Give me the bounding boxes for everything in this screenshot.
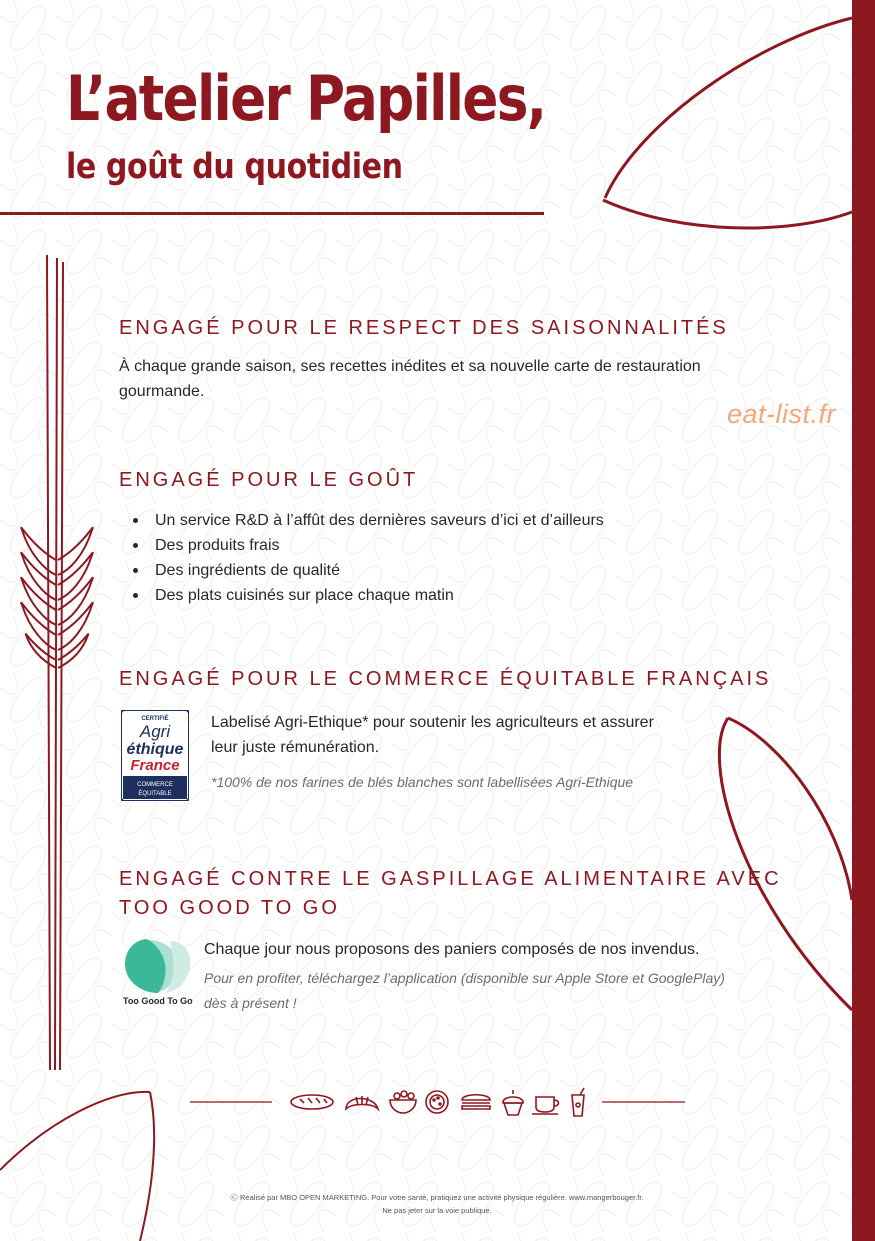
footer-legal-line1: Ⓒ Réalisé par MBO OPEN MARKETING. Pour votre santé, pratiquez une activité physique régulière. www.mangerbouger.fr. <box>230 1193 644 1202</box>
right-edge-bar <box>852 0 875 1241</box>
gaspillage-note-line2: dès à présent ! <box>204 995 297 1011</box>
page-subtitle: le goût du quotidien <box>66 147 403 187</box>
badge-france: France <box>130 757 180 774</box>
list-item: Des plats cuisinés sur place chaque matin <box>133 583 604 608</box>
list-item: Des ingrédients de qualité <box>133 558 604 583</box>
section-heading-equitable: ENGAGÉ POUR LE COMMERCE ÉQUITABLE FRANÇAIS <box>119 668 772 690</box>
saisons-text-line2: gourmande. <box>119 383 205 400</box>
sandwich-icon <box>462 1095 490 1109</box>
too-good-to-go-label: Too Good To Go <box>123 996 193 1006</box>
footer-food-icons <box>188 1085 688 1119</box>
drink-glass-icon <box>572 1088 584 1116</box>
baguette-icon <box>291 1095 333 1109</box>
badge-ethique: éthique <box>126 741 184 758</box>
saisons-text-line1: À chaque grande saison, ses recettes inédites et sa nouvelle carte de restauration <box>119 358 701 375</box>
badge-equitable: ÉQUITABLE <box>138 791 172 797</box>
agri-ethique-badge-icon <box>121 710 189 801</box>
cupcake-icon <box>503 1090 523 1115</box>
gout-bullet-list <box>133 508 604 608</box>
gaspillage-note-line1: Pour en profiter, téléchargez l’application (disponible sur Apple Store et GooglePlay) <box>204 970 725 986</box>
croissant-icon <box>346 1096 378 1109</box>
gaspillage-text: Chaque jour nous proposons des paniers composés de nos invendus. <box>204 941 700 958</box>
coffee-cup-icon <box>532 1097 559 1114</box>
list-item: Un service R&D à l’affût des dernières saveurs d’ici et d’ailleurs <box>133 508 604 533</box>
eat-list-watermark[interactable]: eat-list.fr <box>727 399 837 429</box>
footer-legal-line2: Ne pas jeter sur la voie publique. <box>382 1206 492 1215</box>
salad-bowl-icon <box>390 1091 416 1113</box>
list-item: Des produits frais <box>133 533 604 558</box>
pizza-icon <box>426 1091 448 1113</box>
page-title: L’atelier Papilles, <box>66 62 546 135</box>
equitable-text-line1: Labelisé Agri-Ethique* pour soutenir les agriculteurs et assurer <box>211 714 654 731</box>
title-underline <box>0 212 544 215</box>
badge-commerce: COMMERCE <box>137 782 173 788</box>
badge-certifie: CERTIFIÉ <box>141 716 169 722</box>
equitable-footnote: *100% de nos farines de blés blanches sont labellisées Agri-Ethique <box>211 774 634 790</box>
equitable-text-line2: leur juste rémunération. <box>211 739 380 756</box>
section-heading-gaspillage-line1: ENGAGÉ CONTRE LE GASPILLAGE ALIMENTAIRE AVEC <box>119 868 782 890</box>
badge-agri: Agri <box>139 722 171 741</box>
section-heading-saisonnalites: ENGAGÉ POUR LE RESPECT DES SAISONNALITÉS <box>119 317 729 339</box>
section-heading-gaspillage-line2: TOO GOOD TO GO <box>119 897 340 919</box>
section-heading-gout: ENGAGÉ POUR LE GOÛT <box>119 469 419 491</box>
